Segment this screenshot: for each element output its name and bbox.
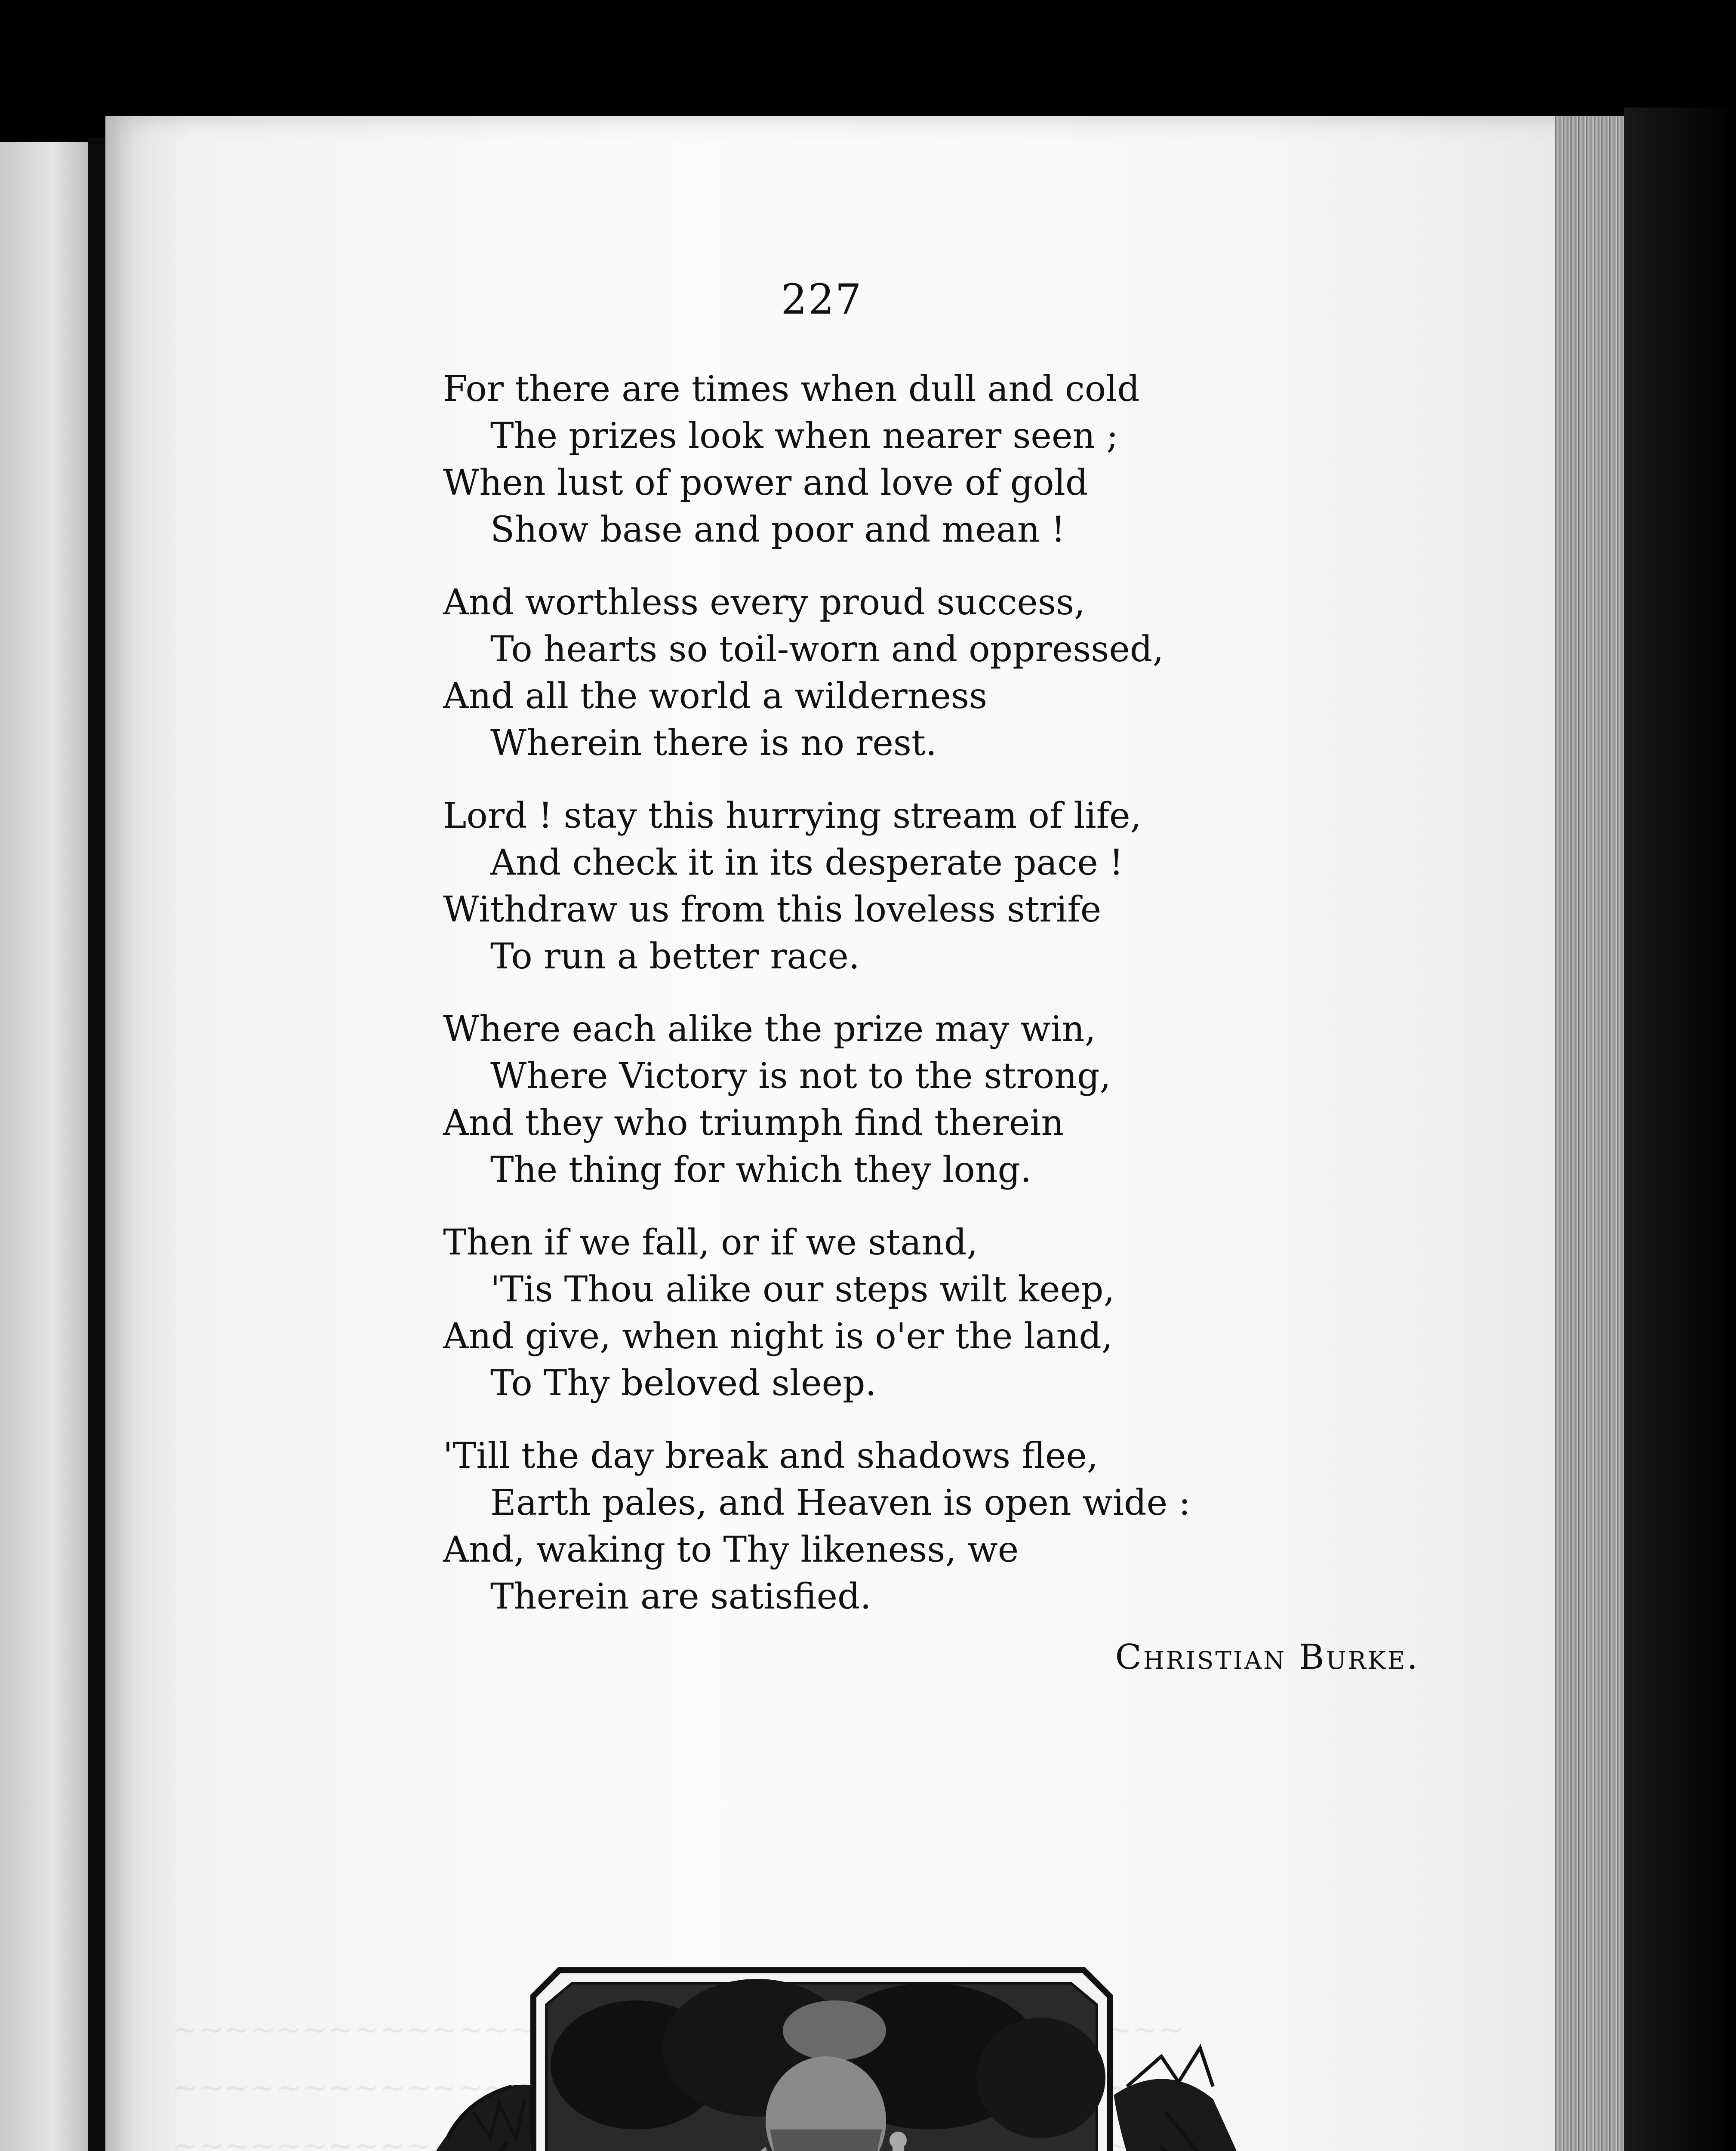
- poem-stanza: [443, 1433, 1475, 1620]
- poem-line: The prizes look when nearer seen ;: [490, 416, 1118, 456]
- poem: [443, 366, 1475, 1646]
- poem-line: 'Tis Thou alike our steps wilt keep,: [490, 1269, 1115, 1310]
- poem-line: And all the world a wilderness: [443, 676, 988, 717]
- poem-line: Then if we fall, or if we stand,: [443, 1222, 978, 1263]
- poem-stanza: [443, 579, 1475, 767]
- poem-line: Withdraw us from this loveless strife: [443, 889, 1102, 930]
- poem-line: The thing for which they long.: [490, 1149, 1032, 1190]
- poem-line: When lust of power and love of gold: [443, 462, 1088, 503]
- poem-line: Wherein there is no rest.: [490, 723, 937, 764]
- poem-line: And give, when night is o'er the land,: [443, 1316, 1113, 1357]
- poem-line: And, waking to Thy likeness, we: [443, 1529, 1019, 1570]
- poem-line: Lord ! stay this hurrying stream of life,: [443, 795, 1142, 836]
- poem-line: Therein are satisfied.: [490, 1576, 871, 1617]
- poem-stanza: [443, 1006, 1475, 1193]
- right-foliage: [1114, 2048, 1269, 2151]
- book-gutter: [88, 138, 105, 2151]
- poem-line: 'Till the day break and shadows flee,: [443, 1436, 1099, 1476]
- poem-stanza: [443, 792, 1475, 980]
- framed-scene: [533, 1970, 1110, 2151]
- poem-line: Where each alike the prize may win,: [443, 1009, 1096, 1050]
- right-shadow: [1624, 108, 1736, 2151]
- poem-line: Where Victory is not to the strong,: [490, 1056, 1111, 1097]
- page-leaf-edges: [1555, 116, 1624, 2151]
- poem-line: To run a better race.: [490, 936, 860, 977]
- vignette-illustration: [370, 1957, 1282, 2151]
- facing-page-edge: [0, 142, 88, 2151]
- poem-line: And worthless every proud success,: [443, 582, 1085, 623]
- poem-line: For there are times when dull and cold: [443, 369, 1140, 410]
- poem-line: To Thy beloved sleep.: [490, 1363, 877, 1404]
- left-foliage: [383, 2085, 542, 2151]
- poem-author: Christian Burke.: [1115, 1637, 1419, 1677]
- poem-stanza: [443, 366, 1475, 553]
- poem-line: Earth pales, and Heaven is open wide :: [490, 1482, 1191, 1523]
- poem-line: To hearts so toil-worn and oppressed,: [490, 629, 1164, 670]
- poem-stanza: [443, 1219, 1475, 1407]
- poem-line: And they who triumph find therein: [443, 1103, 1064, 1143]
- poem-line: Show base and poor and mean !: [490, 509, 1065, 550]
- poem-line: And check it in its desperate pace !: [490, 842, 1123, 883]
- page-number: 227: [781, 275, 862, 324]
